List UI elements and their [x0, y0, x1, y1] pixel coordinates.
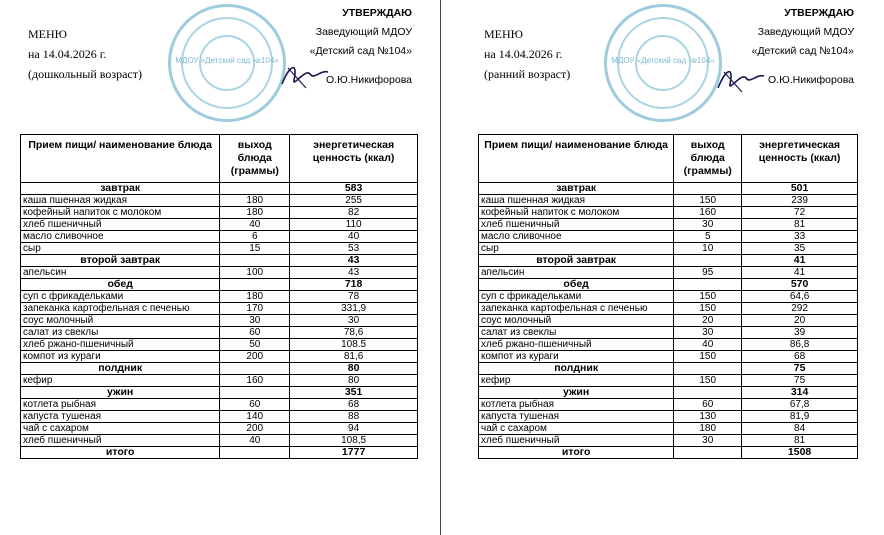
meal-energy-total: 43 [290, 255, 418, 267]
dish-energy: 35 [742, 243, 858, 255]
dish-name: котлета рыбная [479, 399, 674, 411]
dish-output: 150 [674, 375, 742, 387]
dish-output: 180 [220, 207, 290, 219]
menu-table [478, 134, 858, 459]
dish-energy: 110 [290, 219, 418, 231]
dish-name: суп с фрикадельками [479, 291, 674, 303]
dish-energy: 108,5 [290, 435, 418, 447]
dish-name: компот из кураги [21, 351, 220, 363]
dish-row [21, 195, 418, 207]
dish-energy: 41 [742, 267, 858, 279]
dish-output: 140 [220, 411, 290, 423]
dish-name: салат из свеклы [21, 327, 220, 339]
col-header-output: выход блюда (граммы) [674, 135, 742, 183]
dish-output [674, 255, 742, 267]
meal-energy-total: 1508 [742, 447, 858, 459]
dish-output: 200 [220, 423, 290, 435]
dish-name: запеканка картофельная с печенью [21, 303, 220, 315]
dish-output [220, 279, 290, 291]
dish-output: 160 [674, 207, 742, 219]
menu-title: МЕНЮ [28, 27, 67, 41]
meal-section-row [21, 387, 418, 399]
approve-label: УТВЕРЖДАЮ [342, 7, 412, 19]
meal-name: завтрак [479, 183, 674, 195]
dish-output: 30 [674, 219, 742, 231]
dish-row [479, 423, 858, 435]
menu-date: на 14.04.2026 г. [484, 47, 563, 61]
dish-output: 130 [674, 411, 742, 423]
meal-section-row [21, 183, 418, 195]
dish-row [479, 195, 858, 207]
dish-output: 30 [674, 435, 742, 447]
stamp-text: МДОУ «Детский сад №104» [175, 56, 279, 66]
meal-name: итого [479, 447, 674, 459]
dish-output: 5 [674, 231, 742, 243]
dish-name: каша пшенная жидкая [479, 195, 674, 207]
dish-row [479, 267, 858, 279]
dish-energy: 68 [742, 351, 858, 363]
dish-energy: 30 [290, 315, 418, 327]
col-header-output: выход блюда (граммы) [220, 135, 290, 183]
meal-section-row [479, 279, 858, 291]
dish-energy: 78 [290, 291, 418, 303]
stamp-seal [168, 4, 286, 122]
col-header-dish: Прием пищи/ наименование блюда [479, 135, 674, 183]
dish-output: 150 [674, 195, 742, 207]
dish-output [674, 279, 742, 291]
menu-header [484, 24, 570, 84]
dish-output [220, 447, 290, 459]
dish-output [220, 387, 290, 399]
stamp-text: МДОУ «Детский сад №104» [611, 56, 715, 66]
menu-age: (ранний возраст) [484, 67, 571, 81]
dish-energy: 33 [742, 231, 858, 243]
meal-name: обед [21, 279, 220, 291]
meal-section-row [479, 363, 858, 375]
meal-section-row [479, 255, 858, 267]
dish-row [479, 291, 858, 303]
dish-output [674, 363, 742, 375]
dish-name: апельсин [479, 267, 674, 279]
approver-name: О.Ю.Никифорова [768, 74, 854, 86]
dish-output: 60 [220, 327, 290, 339]
meal-section-row [21, 363, 418, 375]
dish-energy: 86,8 [742, 339, 858, 351]
dish-output: 40 [674, 339, 742, 351]
dish-output: 15 [220, 243, 290, 255]
dish-energy: 40 [290, 231, 418, 243]
dish-name: каша пшенная жидкая [21, 195, 220, 207]
dish-row [21, 219, 418, 231]
dish-name: масло сливочное [479, 231, 674, 243]
meal-name: завтрак [21, 183, 220, 195]
menu-title: МЕНЮ [484, 27, 523, 41]
dish-energy: 80 [290, 375, 418, 387]
menu-preschool [0, 0, 440, 535]
meal-energy-total: 570 [742, 279, 858, 291]
dish-output: 100 [220, 267, 290, 279]
dish-row [479, 339, 858, 351]
dish-output: 30 [220, 315, 290, 327]
dish-name: салат из свеклы [479, 327, 674, 339]
menu-age: (дошкольный возраст) [28, 67, 142, 81]
menu-early-age [444, 0, 884, 535]
dish-output [220, 363, 290, 375]
dish-output: 160 [220, 375, 290, 387]
dish-row [479, 399, 858, 411]
dish-output: 180 [220, 291, 290, 303]
dish-output: 30 [674, 327, 742, 339]
menu-table [20, 134, 418, 459]
dish-name: соус молочный [479, 315, 674, 327]
dish-name: хлеб ржано-пшеничный [21, 339, 220, 351]
dish-row [21, 315, 418, 327]
dish-energy: 81 [742, 435, 858, 447]
dish-name: компот из кураги [479, 351, 674, 363]
dish-row [21, 399, 418, 411]
dish-row [21, 423, 418, 435]
dish-output: 10 [674, 243, 742, 255]
dish-row [479, 231, 858, 243]
dish-row [479, 243, 858, 255]
dish-output: 50 [220, 339, 290, 351]
dish-row [479, 327, 858, 339]
meal-energy-total: 314 [742, 387, 858, 399]
dish-energy: 239 [742, 195, 858, 207]
dish-energy: 108.5 [290, 339, 418, 351]
dish-output [220, 255, 290, 267]
meal-name: полдник [21, 363, 220, 375]
dish-output [674, 447, 742, 459]
dish-output: 40 [220, 435, 290, 447]
meal-section-row [21, 279, 418, 291]
dish-energy: 53 [290, 243, 418, 255]
dish-name: апельсин [21, 267, 220, 279]
dish-name: хлеб пшеничный [21, 435, 220, 447]
dish-output: 150 [674, 303, 742, 315]
dish-energy: 39 [742, 327, 858, 339]
dish-name: кофейный напиток с молоком [479, 207, 674, 219]
dish-output: 95 [674, 267, 742, 279]
meal-energy-total: 501 [742, 183, 858, 195]
dish-row [479, 351, 858, 363]
dish-name: чай с сахаром [479, 423, 674, 435]
dish-output: 200 [220, 351, 290, 363]
meal-name: ужин [21, 387, 220, 399]
meal-name: второй завтрак [479, 255, 674, 267]
dish-row [479, 411, 858, 423]
col-header-dish: Прием пищи/ наименование блюда [21, 135, 220, 183]
dish-name: кофейный напиток с молоком [21, 207, 220, 219]
meal-energy-total: 718 [290, 279, 418, 291]
meal-energy-total: 1777 [290, 447, 418, 459]
dish-row [21, 303, 418, 315]
dish-row [479, 375, 858, 387]
dish-name: суп с фрикадельками [21, 291, 220, 303]
dish-row [21, 327, 418, 339]
dish-energy: 67,8 [742, 399, 858, 411]
dish-name: кефир [479, 375, 674, 387]
approver-org: «Детский сад №104» [751, 45, 854, 57]
dish-energy: 75 [742, 375, 858, 387]
dish-name: соус молочный [21, 315, 220, 327]
dish-row [21, 375, 418, 387]
dish-output: 6 [220, 231, 290, 243]
meal-name: второй завтрак [21, 255, 220, 267]
approval-block [752, 4, 854, 90]
dish-name: капуста тушеная [21, 411, 220, 423]
meal-name: итого [21, 447, 220, 459]
meal-name: ужин [479, 387, 674, 399]
dish-output: 150 [674, 351, 742, 363]
meal-name: обед [479, 279, 674, 291]
meal-energy-total: 583 [290, 183, 418, 195]
dish-name: чай с сахаром [21, 423, 220, 435]
approval-block [310, 4, 412, 90]
dish-name: хлеб ржано-пшеничный [479, 339, 674, 351]
dish-row [21, 411, 418, 423]
dish-output: 170 [220, 303, 290, 315]
meal-name: полдник [479, 363, 674, 375]
dish-output [674, 183, 742, 195]
meal-energy-total: 75 [742, 363, 858, 375]
dish-name: котлета рыбная [21, 399, 220, 411]
dish-energy: 64,6 [742, 291, 858, 303]
dish-energy: 68 [290, 399, 418, 411]
dish-output: 20 [674, 315, 742, 327]
meal-section-row [479, 183, 858, 195]
dish-output: 180 [674, 423, 742, 435]
stamp-seal [604, 4, 722, 122]
dish-row [21, 267, 418, 279]
dish-name: запеканка картофельная с печенью [479, 303, 674, 315]
approver-position: Заведующий МДОУ [315, 26, 412, 38]
col-header-energy: энергетическая ценность (ккал) [742, 135, 858, 183]
approver-name: О.Ю.Никифорова [326, 74, 412, 86]
meal-energy-total: 351 [290, 387, 418, 399]
dish-output: 180 [220, 195, 290, 207]
approver-org: «Детский сад №104» [309, 45, 412, 57]
dish-output [220, 183, 290, 195]
dish-name: капуста тушеная [479, 411, 674, 423]
approve-label: УТВЕРЖДАЮ [784, 7, 854, 19]
dish-row [479, 303, 858, 315]
dish-energy: 292 [742, 303, 858, 315]
meal-energy-total: 80 [290, 363, 418, 375]
dish-name: масло сливочное [21, 231, 220, 243]
page-divider [440, 0, 441, 535]
dish-energy: 78,6 [290, 327, 418, 339]
meal-energy-total: 41 [742, 255, 858, 267]
dish-energy: 84 [742, 423, 858, 435]
col-header-energy: энергетическая ценность (ккал) [290, 135, 418, 183]
meal-section-row [21, 447, 418, 459]
dish-output [674, 387, 742, 399]
dish-row [479, 207, 858, 219]
dish-energy: 20 [742, 315, 858, 327]
dish-energy: 94 [290, 423, 418, 435]
dish-output: 150 [674, 291, 742, 303]
dish-energy: 81,9 [742, 411, 858, 423]
dish-energy: 72 [742, 207, 858, 219]
meal-section-row [21, 255, 418, 267]
dish-name: сыр [479, 243, 674, 255]
dish-energy: 255 [290, 195, 418, 207]
dish-name: хлеб пшеничный [479, 219, 674, 231]
dish-row [21, 243, 418, 255]
menu-date: на 14.04.2026 г. [28, 47, 107, 61]
dish-row [21, 231, 418, 243]
dish-row [21, 207, 418, 219]
approver-position: Заведующий МДОУ [757, 26, 854, 38]
dish-row [21, 435, 418, 447]
dish-row [21, 351, 418, 363]
menu-header [28, 24, 142, 84]
dish-output: 40 [220, 219, 290, 231]
dish-name: хлеб пшеничный [479, 435, 674, 447]
dish-energy: 43 [290, 267, 418, 279]
dish-row [479, 219, 858, 231]
dish-row [21, 339, 418, 351]
dish-output: 60 [674, 399, 742, 411]
dish-row [21, 291, 418, 303]
meal-section-row [479, 387, 858, 399]
meal-section-row [479, 447, 858, 459]
dish-energy: 81,6 [290, 351, 418, 363]
dish-energy: 331,9 [290, 303, 418, 315]
dish-name: кефир [21, 375, 220, 387]
dish-energy: 82 [290, 207, 418, 219]
dish-row [479, 435, 858, 447]
dish-name: сыр [21, 243, 220, 255]
dish-energy: 81 [742, 219, 858, 231]
dish-output: 60 [220, 399, 290, 411]
dish-row [479, 315, 858, 327]
dish-name: хлеб пшеничный [21, 219, 220, 231]
dish-energy: 88 [290, 411, 418, 423]
